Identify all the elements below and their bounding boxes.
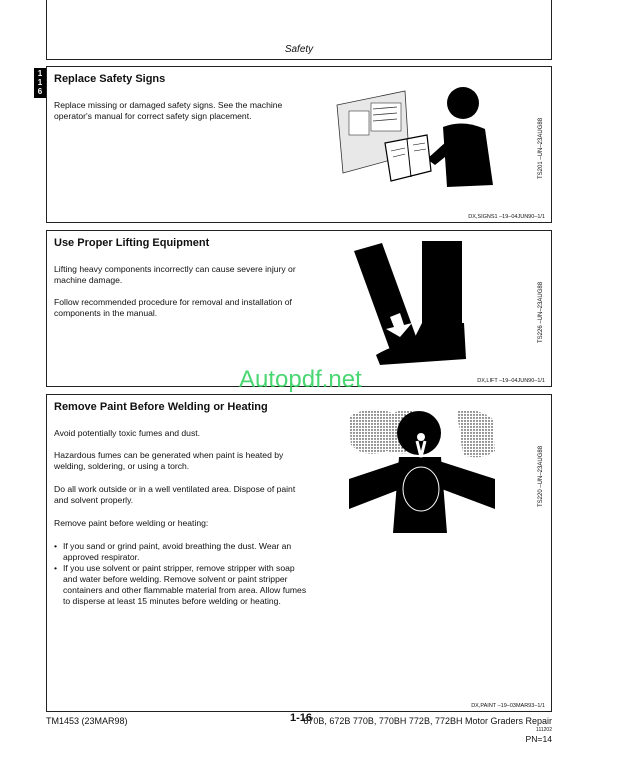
- section-title: Replace Safety Signs: [54, 73, 166, 85]
- reference-code: DX,SIGNS1 –19–04JUN90–1/1: [468, 214, 545, 220]
- footer-manual-title: 670B, 672B 770B, 770BH 772B, 772BH Motor Graders Repair: [303, 716, 552, 726]
- header-frame: [46, 0, 552, 60]
- figure-code: TS201 –UN–23AUG88: [538, 117, 544, 179]
- section-paragraph: Remove paint before welding or heating:: [54, 518, 209, 528]
- list-item: • If you sand or grind paint, avoid breathing the dust. Wear an approved respirator.: [54, 541, 309, 563]
- section-paragraph: Avoid potentially toxic fumes and dust.: [54, 428, 201, 438]
- figure-code: TS220 –UN–23AUG88: [538, 445, 544, 507]
- watermark-text: Autopdf.net: [239, 366, 362, 393]
- precaution-list: [54, 541, 309, 607]
- section-paragraph: Lifting heavy components incorrectly can cause severe injury or machine damage.: [54, 264, 296, 285]
- falling-load-on-foot-icon: [352, 241, 472, 371]
- section-title: Use Proper Lifting Equipment: [54, 237, 210, 249]
- section-title: Remove Paint Before Welding or Heating: [54, 401, 268, 413]
- section-tab: [34, 68, 46, 98]
- safety-section-paint: [46, 394, 552, 712]
- footer-pn: PN=14: [525, 734, 552, 744]
- reference-code: DX,PAINT –19–03MAR93–1/1: [471, 703, 545, 709]
- person-inhaling-fumes-icon: [347, 405, 497, 535]
- section-paragraph: Replace missing or damaged safety signs. See the machine operator's manual for correct safety sign placement.: [54, 100, 283, 121]
- section-paragraph: Hazardous fumes can be generated when paint is heated by welding, soldering, or using a torch.: [54, 450, 284, 471]
- section-tab-digit: 6: [37, 87, 43, 96]
- list-item: • If you use solvent or paint stripper, remove stripper with soap and water before welding. Remove solvent or paint stripper containers and other flammable material from area. Allow fumes to disperse at least 15 minutes before welding or heating.: [54, 563, 309, 607]
- person-reading-manual-icon: [335, 85, 495, 205]
- section-tab-digit: 1: [37, 78, 43, 87]
- reference-code: DX,LIFT –19–04JUN90–1/1: [477, 378, 545, 384]
- safety-section-signs: [46, 66, 552, 223]
- footer-manual-id: TM1453 (23MAR98): [46, 716, 128, 726]
- footer-date-code: 111202: [536, 727, 552, 733]
- section-paragraph: Follow recommended procedure for removal and installation of components in the manual.: [54, 297, 292, 318]
- section-tab-digit: 1: [37, 69, 43, 78]
- footer-page-number: 1-16: [290, 712, 313, 724]
- section-paragraph: Do all work outside or in a well ventilated area. Dispose of paint and solvent properly.: [54, 484, 296, 505]
- safety-section-lifting: [46, 230, 552, 387]
- running-head: Safety: [284, 44, 314, 55]
- figure-code: TS226 –UN–23AUG88: [538, 281, 544, 343]
